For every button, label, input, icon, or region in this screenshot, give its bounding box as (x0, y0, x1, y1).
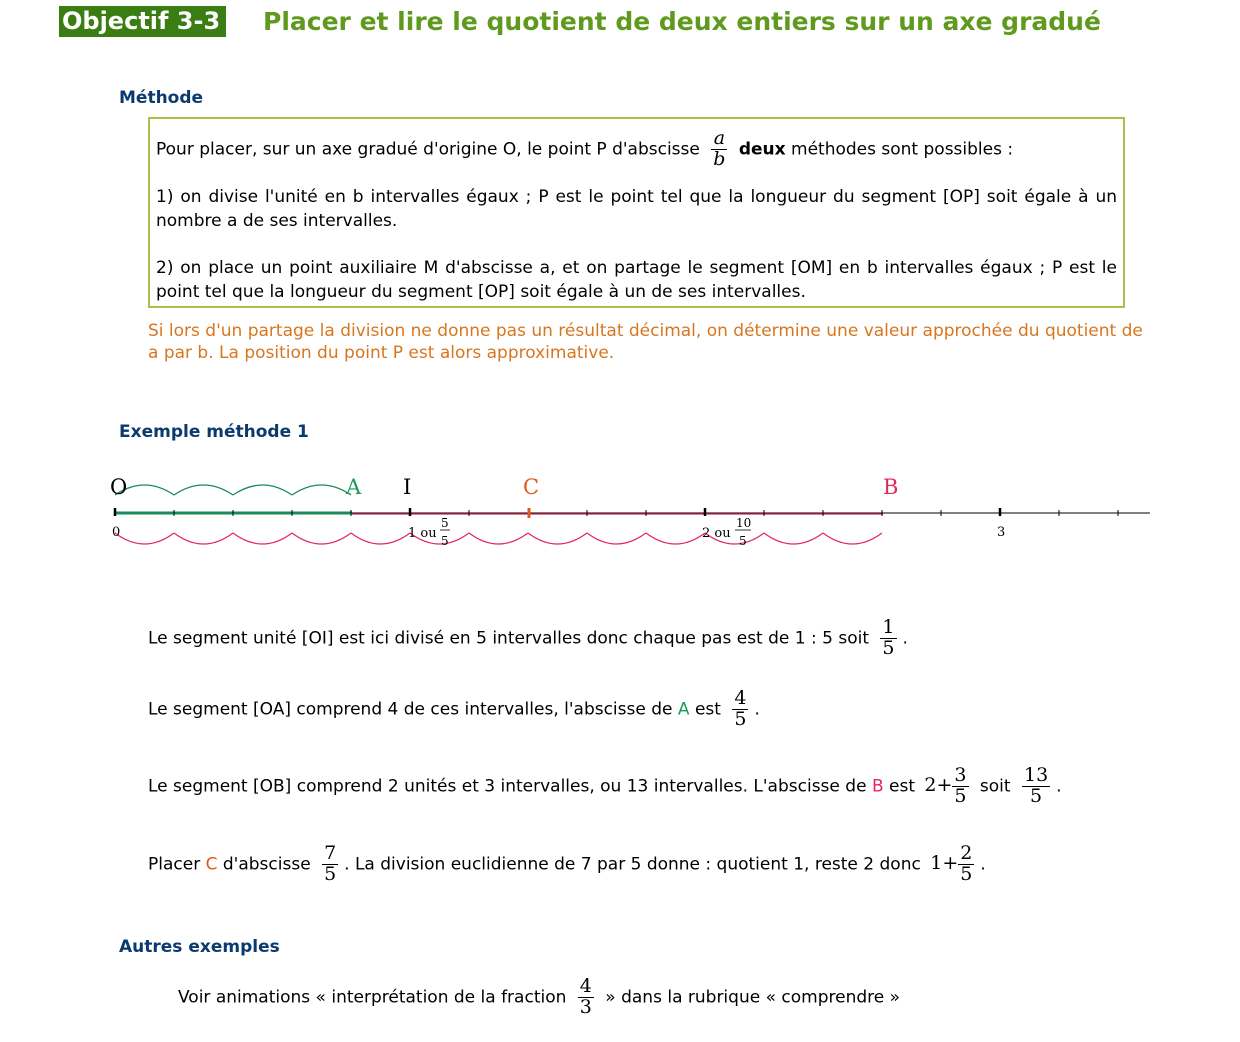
point-b-label: B (883, 475, 899, 499)
method-1: 1) on divise l'unité en b intervalles égaux ; P est le point tel que la longueur du segment [OP] soit égale à un nombre a de ses intervalles. (156, 187, 1117, 231)
pink-arc (351, 533, 410, 544)
pink-arc (469, 533, 528, 544)
page-title: Placer et lire le quotient de deux entiers sur un axe gradué (263, 7, 1101, 36)
line3-mid: est (889, 776, 915, 797)
fraction-numerator: 2 (960, 842, 973, 864)
fraction-7-5 (322, 844, 338, 885)
tick2-num: 10 (736, 516, 752, 530)
method-box (148, 117, 1125, 308)
fraction-denominator: 5 (954, 784, 967, 807)
line3-text: Le segment [OB] comprend 2 unités et 3 intervalles, ou 13 intervalles. L'abscisse de (148, 776, 867, 797)
intro-after: méthodes sont possibles : (791, 139, 1014, 160)
fraction-2-5 (958, 844, 974, 885)
line1-end: . (902, 628, 908, 649)
fraction-denominator: 5 (734, 707, 747, 730)
pink-arc (587, 533, 646, 544)
green-arc (233, 485, 292, 495)
intro-text: Pour placer, sur un axe gradué d'origine O, le point P d'abscisse (156, 139, 700, 160)
example-line-2 (148, 689, 760, 730)
tick-label-0: 0 (112, 525, 121, 540)
tick-label-2: 2 ou (702, 526, 731, 541)
fraction-numerator: 7 (324, 842, 337, 864)
line2-text: Le segment [OA] comprend 4 de ces intervalles, l'abscisse de (148, 699, 673, 720)
example-line-3 (148, 766, 1062, 807)
fraction-4-3 (578, 977, 594, 1018)
pink-arc (292, 533, 351, 544)
autres-before: Voir animations « interprétation de la fraction (178, 987, 567, 1008)
tick1-den: 5 (441, 534, 449, 548)
fraction-denominator: 5 (882, 636, 895, 659)
pink-arc (823, 533, 882, 544)
pink-arc (646, 533, 705, 544)
pink-arc (115, 533, 174, 544)
autres-after: » dans la rubrique « comprendre » (605, 987, 901, 1008)
point-a-label: A (346, 475, 362, 499)
pink-arc (528, 533, 587, 544)
fraction-3-5 (952, 766, 968, 807)
tick-label-1: 1 ou (408, 526, 437, 541)
intro-bold: deux (738, 139, 786, 160)
tick2-den: 5 (739, 534, 747, 548)
line4-text: Placer (148, 854, 201, 875)
fraction-denominator: 5 (1030, 784, 1043, 807)
mixed-integer: 1+ (930, 852, 959, 875)
line3-end: . (1056, 776, 1062, 797)
point-b-ref: B (871, 776, 884, 797)
line2-end: . (754, 699, 760, 720)
pink-arc (174, 533, 233, 544)
point-c-ref: C (205, 854, 218, 875)
fraction-numerator: 3 (954, 764, 967, 786)
example-line-4 (148, 844, 986, 885)
method-intro (156, 129, 1117, 170)
green-arc (292, 485, 351, 495)
line4-division: . La division euclidienne de 7 par 5 donne : quotient 1, reste 2 donc (344, 854, 921, 875)
line3-soit: soit (979, 776, 1011, 797)
tick-label-3: 3 (997, 525, 1006, 540)
fraction-4-5 (732, 689, 748, 730)
autres-heading: Autres exemples (119, 937, 280, 957)
fraction-denominator: b (713, 147, 726, 170)
pink-arcs (115, 533, 882, 544)
exemple-heading: Exemple méthode 1 (119, 422, 309, 442)
fraction-1-5 (880, 618, 896, 659)
line1-text: Le segment unité [OI] est ici divisé en 5 intervalles donc chaque pas est de 1 : 5 soit (148, 628, 869, 649)
fraction-denominator: 5 (324, 862, 337, 885)
graduated-axis (105, 465, 1155, 555)
point-a-ref: A (677, 699, 690, 720)
fraction-denominator: 5 (960, 862, 973, 885)
fraction-a-over-b (711, 129, 727, 170)
tick1-num: 5 (441, 516, 449, 530)
point-i-label: I (403, 475, 412, 499)
line2-mid: est (694, 699, 721, 720)
point-o-label: O (110, 475, 128, 499)
fraction-numerator: 4 (579, 975, 592, 997)
fraction-13-5 (1022, 766, 1050, 807)
green-arcs (115, 485, 351, 495)
objective-tag: Objectif 3-3 (59, 6, 226, 37)
pink-arc (233, 533, 292, 544)
autres-text (178, 977, 900, 1018)
pink-arc (764, 533, 823, 544)
mixed-integer: 2+ (924, 774, 953, 797)
methode-heading: Méthode (119, 88, 204, 108)
fraction-numerator: 13 (1023, 764, 1049, 786)
approximation-note: Si lors d'un partage la division ne donne pas un résultat décimal, on détermine une valeur approchée du quotient de a par b. La position du point P est alors approximative. (148, 321, 1143, 363)
method-2: 2) on place un point auxiliaire M d'abscisse a, et on partage le segment [OM] en b intervalles égaux ; P est le point tel que la longueur du segment [OP] soit égale à un de ses intervalles. (156, 258, 1117, 302)
fraction-numerator: 1 (882, 616, 895, 638)
line4-end: . (980, 854, 986, 875)
green-arc (174, 485, 233, 495)
fraction-numerator: 4 (734, 687, 747, 709)
fraction-denominator: 3 (579, 995, 592, 1018)
line4-abscisse: d'abscisse (222, 854, 311, 875)
example-line-1 (148, 618, 908, 659)
fraction-numerator: a (711, 129, 727, 150)
point-c-label: C (523, 475, 540, 499)
